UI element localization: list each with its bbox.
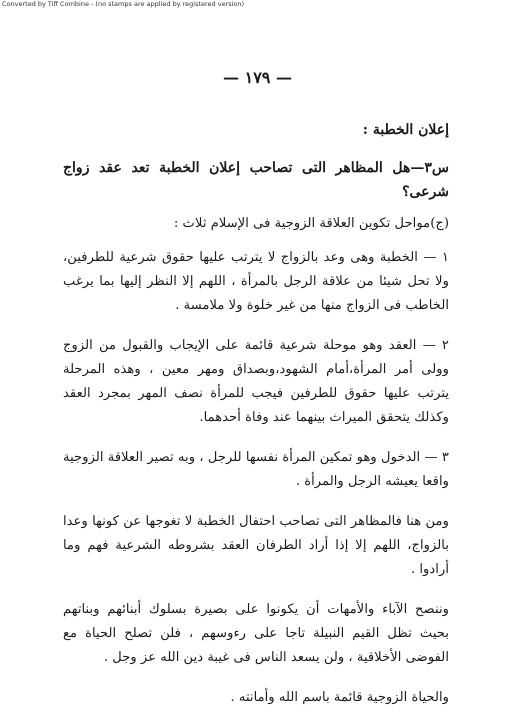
- paragraph-advice: وننصح الآباء والأمهات أن يكونوا على بصيرة بسلوك أبنائهم وبناتهم بحيث تظل القيم النبيلة تاجا على رءوسهم ، فلن تصلح الحياة مع الفوضى الأخلاقية ، ولن يسعد الناس فى غيبة دين الله عز وجل .: [63, 602, 449, 665]
- paragraph-closing: والحياة الزوجية قائمة باسم الله وأمانته .: [230, 690, 449, 705]
- page-body: [63, 118, 449, 726]
- converter-banner: Converted by Tiff Combine - (no stamps are applied by registered version): [2, 0, 245, 8]
- section-title: إعلان الخطبة :: [362, 122, 449, 138]
- question-heading: س٣—هل المظاهر التى تصاحب إعلان الخطبة تعد عقد زواج شرعى؟: [63, 160, 449, 200]
- paragraph-consummation: ٣ — الدخول وهو تمكين المرأة نفسها للرجل ، وبه تصير العلاقة الزوجية واقعا يعيشه الرجل والمرأة .: [63, 450, 449, 489]
- page-number: — ١٧٩ —: [223, 68, 292, 87]
- paragraph-contract: ٢ — العقد وهو موحلة شرعية قائمة على الإيجاب والقبول من الزوج وولى أمر المرأة،أمام الشهود،وبصداق ومهر معين ، وهذه المرحلة يترتب عليها حقوق للطرفين فيجب للمرأة نصف المهر بمجرد العقد وكذلك يتحقق الميراث بينهما عند وفاة أحدهما.: [63, 338, 449, 425]
- paragraph-conclusion: ومن هنا فالمظاهر التى تصاحب احتفال الخطبة لا تغوجها عن كونها وعدا بالزواج، اللهم إلا إذا أراد الطرفان العقد بشروطه الشرعية فهم وما أرادوا .: [63, 514, 449, 577]
- answer-intro: (ج)مواحل تكوين العلاقة الزوجية فى الإسلام ثلاث :: [173, 216, 449, 231]
- paragraph-engagement: ١ — الخطبة وهى وعد بالزواج لا يترتب عليها حقوق شرعية للطرفين، ولا تحل شيئا من علاقة الرجل بالمرأة ، اللهم إلا النظر إليها بما يرغب الخاطب فى الزواج منها من غير خلوة ولا ملامسة .: [63, 250, 449, 313]
